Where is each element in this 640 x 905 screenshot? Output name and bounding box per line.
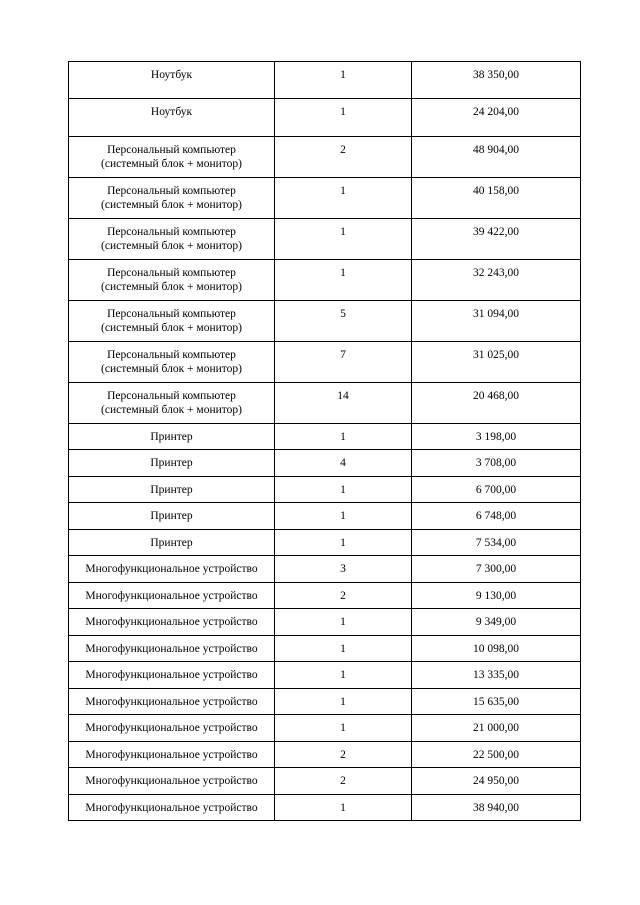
item-name-line: Принтер (150, 510, 193, 522)
table-row (69, 636, 581, 662)
price-cell: 31 094,00 (412, 301, 581, 342)
price-cell: 24 950,00 (412, 768, 581, 795)
quantity-cell: 1 (275, 178, 412, 219)
table-row (69, 609, 581, 636)
item-name-cell (69, 795, 275, 821)
equipment-table-body (69, 62, 581, 821)
item-name-line: (системный блок + монитор) (101, 404, 242, 416)
item-name-cell (69, 383, 275, 424)
price-cell: 3 708,00 (412, 450, 581, 477)
price-cell: 3 198,00 (412, 424, 581, 450)
quantity-cell: 1 (275, 219, 412, 260)
quantity-cell: 3 (275, 556, 412, 583)
quantity-cell: 1 (275, 609, 412, 636)
table-row (69, 795, 581, 821)
item-name-line: (системный блок + монитор) (101, 199, 242, 211)
quantity-cell: 2 (275, 583, 412, 609)
quantity-cell: 7 (275, 342, 412, 383)
item-name-cell (69, 301, 275, 342)
price-cell: 48 904,00 (412, 137, 581, 178)
quantity-cell: 1 (275, 503, 412, 530)
quantity-cell: 2 (275, 742, 412, 768)
table-row (69, 477, 581, 503)
table-row (69, 99, 581, 137)
price-cell: 15 635,00 (412, 689, 581, 715)
item-name-line: Многофункциональное устройство (85, 775, 258, 787)
item-name-line: Многофункциональное устройство (85, 590, 258, 602)
item-name-cell (69, 99, 275, 137)
item-name-line: (системный блок + монитор) (101, 281, 242, 293)
item-name-cell (69, 450, 275, 477)
item-name-line: Многофункциональное устройство (85, 643, 258, 655)
quantity-cell: 1 (275, 260, 412, 301)
item-name-cell (69, 178, 275, 219)
table-row (69, 503, 581, 530)
item-name-line: (системный блок + монитор) (101, 322, 242, 334)
item-name-cell (69, 530, 275, 556)
item-name-line: Ноутбук (150, 69, 193, 81)
item-name-cell (69, 636, 275, 662)
table-row (69, 742, 581, 768)
item-name-line: Многофункциональное устройство (85, 616, 258, 628)
quantity-cell: 1 (275, 530, 412, 556)
quantity-cell: 1 (275, 62, 412, 99)
quantity-cell: 1 (275, 662, 412, 689)
price-cell: 6 700,00 (412, 477, 581, 503)
item-name-cell (69, 609, 275, 636)
quantity-cell: 1 (275, 795, 412, 821)
price-cell: 38 940,00 (412, 795, 581, 821)
price-cell: 6 748,00 (412, 503, 581, 530)
quantity-cell: 2 (275, 768, 412, 795)
item-name-line: Персональный компьютер (107, 390, 236, 402)
item-name-line: Многофункциональное устройство (85, 749, 258, 761)
price-cell: 24 204,00 (412, 99, 581, 137)
table-row (69, 662, 581, 689)
price-cell: 7 300,00 (412, 556, 581, 583)
quantity-cell: 1 (275, 689, 412, 715)
price-cell: 40 158,00 (412, 178, 581, 219)
table-row (69, 62, 581, 99)
table-row (69, 301, 581, 342)
table-row (69, 530, 581, 556)
item-name-cell (69, 62, 275, 99)
quantity-cell: 1 (275, 715, 412, 742)
item-name-cell (69, 583, 275, 609)
item-name-line: Принтер (150, 457, 193, 469)
table-row (69, 137, 581, 178)
item-name-line: Принтер (150, 431, 193, 443)
item-name-cell (69, 768, 275, 795)
equipment-table (68, 61, 581, 821)
item-name-cell (69, 742, 275, 768)
item-name-cell (69, 342, 275, 383)
item-name-line: Многофункциональное устройство (85, 722, 258, 734)
item-name-cell (69, 503, 275, 530)
price-cell: 13 335,00 (412, 662, 581, 689)
item-name-line: (системный блок + монитор) (101, 158, 242, 170)
table-row (69, 219, 581, 260)
table-row (69, 383, 581, 424)
item-name-line: Персональный компьютер (107, 185, 236, 197)
table-row (69, 715, 581, 742)
item-name-line: Многофункциональное устройство (85, 669, 258, 681)
item-name-line: Ноутбук (150, 106, 193, 118)
item-name-line: (системный блок + монитор) (101, 240, 242, 252)
table-row (69, 342, 581, 383)
price-cell: 38 350,00 (412, 62, 581, 99)
table-row (69, 768, 581, 795)
quantity-cell: 1 (275, 424, 412, 450)
table-row (69, 260, 581, 301)
item-name-line: Персональный компьютер (107, 144, 236, 156)
item-name-line: Принтер (150, 484, 193, 496)
quantity-cell: 1 (275, 477, 412, 503)
table-row (69, 689, 581, 715)
item-name-cell (69, 556, 275, 583)
table-row (69, 178, 581, 219)
item-name-cell (69, 689, 275, 715)
quantity-cell: 4 (275, 450, 412, 477)
quantity-cell: 5 (275, 301, 412, 342)
item-name-line: Многофункциональное устройство (85, 802, 258, 814)
item-name-line: Персональный компьютер (107, 226, 236, 238)
item-name-line: (системный блок + монитор) (101, 363, 242, 375)
quantity-cell: 14 (275, 383, 412, 424)
table-row (69, 583, 581, 609)
item-name-cell (69, 219, 275, 260)
item-name-line: Персональный компьютер (107, 267, 236, 279)
price-cell: 7 534,00 (412, 530, 581, 556)
price-cell: 32 243,00 (412, 260, 581, 301)
quantity-cell: 1 (275, 99, 412, 137)
item-name-cell (69, 137, 275, 178)
table-row (69, 450, 581, 477)
item-name-line: Многофункциональное устройство (85, 563, 258, 575)
item-name-line: Многофункциональное устройство (85, 696, 258, 708)
price-cell: 10 098,00 (412, 636, 581, 662)
item-name-cell (69, 662, 275, 689)
price-cell: 39 422,00 (412, 219, 581, 260)
quantity-cell: 1 (275, 636, 412, 662)
item-name-cell (69, 260, 275, 301)
price-cell: 21 000,00 (412, 715, 581, 742)
price-cell: 22 500,00 (412, 742, 581, 768)
item-name-cell (69, 715, 275, 742)
price-cell: 31 025,00 (412, 342, 581, 383)
table-row (69, 556, 581, 583)
price-cell: 20 468,00 (412, 383, 581, 424)
quantity-cell: 2 (275, 137, 412, 178)
item-name-line: Принтер (150, 537, 193, 549)
item-name-cell (69, 424, 275, 450)
price-cell: 9 349,00 (412, 609, 581, 636)
item-name-line: Персональный компьютер (107, 349, 236, 361)
price-cell: 9 130,00 (412, 583, 581, 609)
table-row (69, 424, 581, 450)
item-name-line: Персональный компьютер (107, 308, 236, 320)
item-name-cell (69, 477, 275, 503)
